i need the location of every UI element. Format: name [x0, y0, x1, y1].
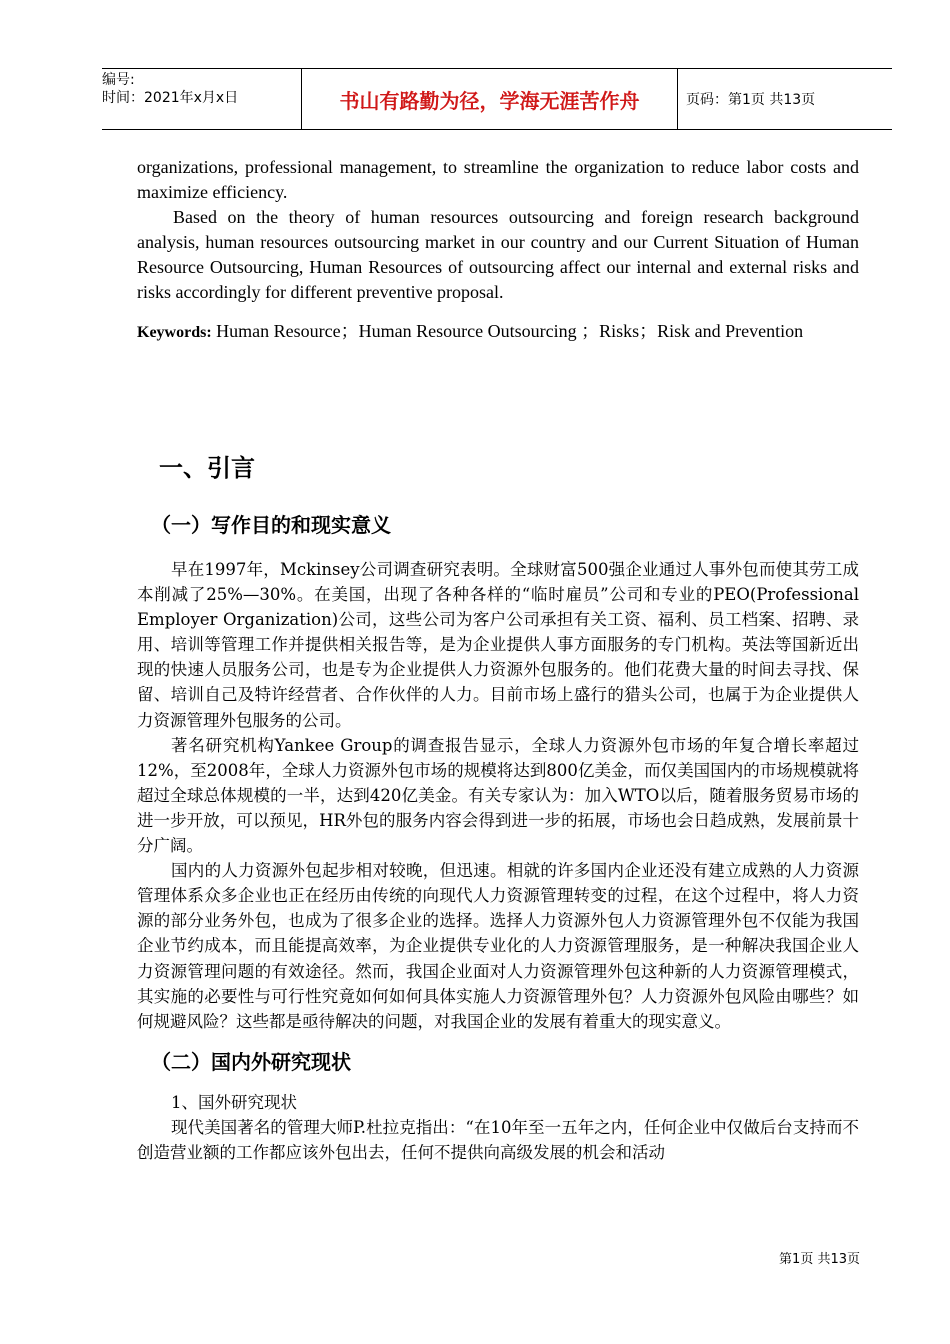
body-paragraph: 现代美国著名的管理大师P.杜拉克指出：“在10年至一五年之内，任何企业中仅做后台支持而不创造营业额的工作都应该外包出去，任何不提供向高级发展的机会和活动: [137, 1117, 859, 1162]
page-footer: 第1页 共13页: [779, 1252, 860, 1267]
number-label: 编号:: [102, 72, 135, 88]
header-motto: 书山有路勤为径，学海无涯苦作舟: [302, 69, 678, 129]
body-paragraph: 著名研究机构Yankee Group的调查报告显示，全球人力资源外包市场的年复合增长率超过12%，至2008年，全球人力资源外包市场的规模将达到800亿美金，而仅美国国内的市场规模就将超过全球总体规模的一半，达到420亿美金。有关专家认为：加入WTO以后，随着服务贸易市场的进一步开放，可以预见，HR外包的服务内容会得到进一步的拓展，市场也会日趋成熟，发展前景十分广阔。: [137, 735, 859, 856]
keywords-label: Keywords:: [137, 324, 212, 341]
time-label: 时间：2021年x月x日: [102, 90, 239, 106]
body-paragraph: 早在1997年，Mckinsey公司调查研究表明。全球财富500强企业通过人事外包而使其劳工成本削减了25%—30%。在美国，出现了各种各样的“临时雇员”公司和专业的PEO(Professional Employer Organization)公司，这些公司为客户公司承担有关工资、福利、员工档案、招聘、录用、培训等管理工作并提供相关报告等，是为企业提供人事方面服务的专门机构。英法等国新近出现的快速人员服务公司，也是专为企业提供人力资源外包服务的。他们花费大量的时间去寻找、保留、培训自己及特许经营者、合作伙伴的人力。目前市场上盛行的猎头公司，也属于为企业提供人力资源管理外包服务的公司。: [137, 560, 859, 730]
keywords-text: Human Resource；Human Resource Outsourcing ；Risks；Risk and Prevention: [211, 321, 804, 341]
header-meta: [102, 69, 302, 129]
section-heading: 一、引言: [159, 454, 255, 482]
body-paragraph: 国内的人力资源外包起步相对较晚，但迅速。相就的许多国内企业还没有建立成熟的人力资源管理体系众多企业也正在经历由传统的向现代人力资源管理转变的过程，在这个过程中，将人力资源的部分业务外包，也成为了很多企业的选择。选择人力资源外包人力资源管理外包不仅能为我国企业节约成本，而且能提高效率，为企业提供专业化的人力资源管理服务，是一种解决我国企业人力资源管理问题的有效途径。然而，我国企业面对人力资源管理外包这种新的人力资源管理模式，其实施的必要性与可行性究竟如何如何具体实施人力资源管理外包？人力资源外包风险由哪些？如何规避风险？这些都是亟待解决的问题，对我国企业的发展有着重大的现实意义。: [137, 861, 859, 1031]
page-header: [102, 68, 892, 130]
keywords-line: [137, 319, 859, 345]
list-item: 1、国外研究现状: [171, 1092, 297, 1112]
subsection-heading: （一）写作目的和现实意义: [151, 513, 391, 537]
header-page-info: 页码：第1页 共13页: [686, 92, 816, 108]
subsection-heading: （二）国内外研究现状: [151, 1049, 351, 1074]
english-paragraph: Based on the theory of human resources outsourcing and foreign research background analysis, human resources outsourcing market in our country and our Current Situation of Human Resource Outsourcing, Human Resources of outsourcing affect our internal and external risks and risks accordingly for different preventive proposal.: [137, 207, 859, 302]
document-body: [137, 155, 859, 1165]
english-paragraph: organizations, professional management, to streamline the organization to reduce labor costs and maximize efficiency.: [137, 157, 859, 202]
